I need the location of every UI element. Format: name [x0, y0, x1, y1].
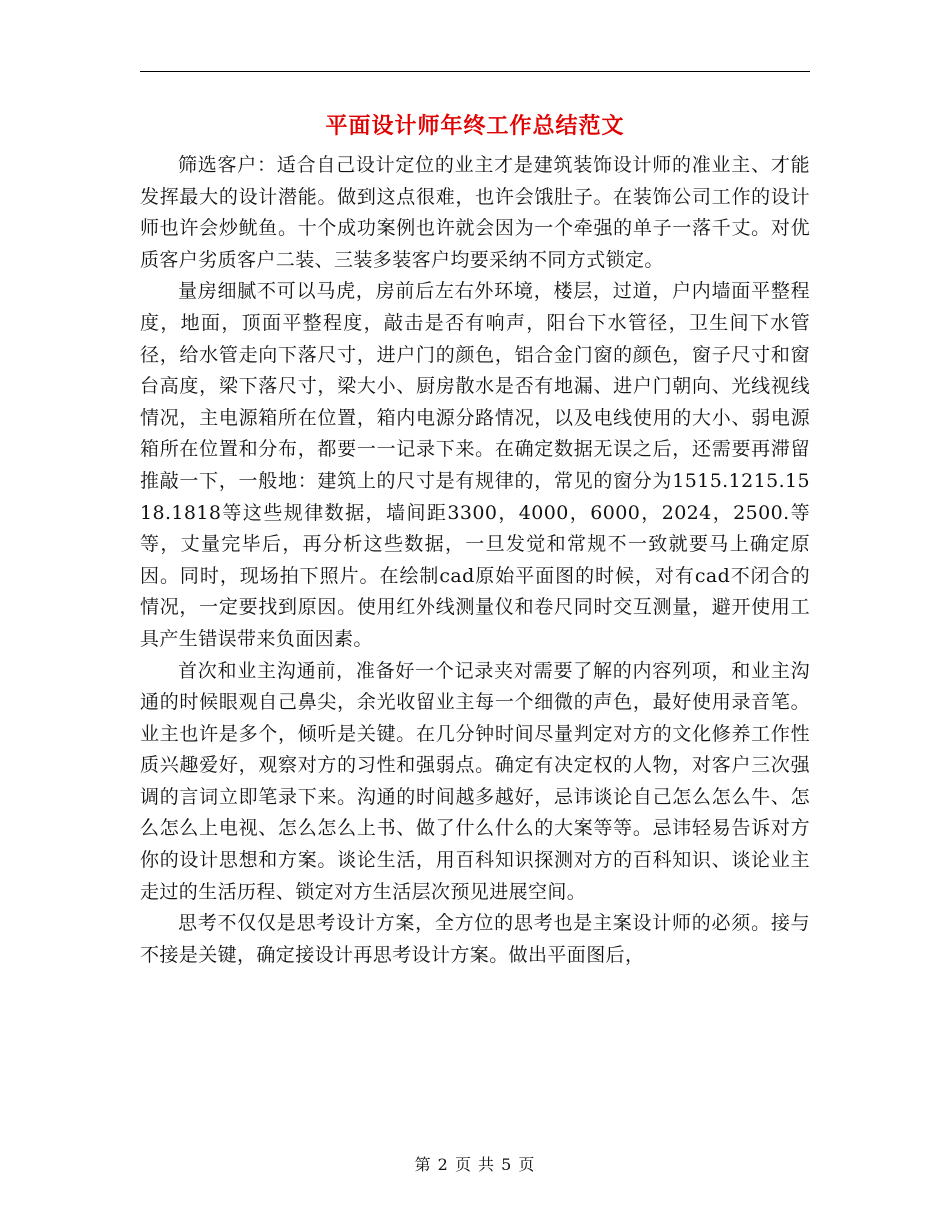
document-body	[140, 150, 810, 971]
header-rule	[140, 71, 810, 72]
page-number-footer: 第 2 页 共 5 页	[414, 1155, 536, 1174]
paragraph-screening-clients: 筛选客户：适合自己设计定位的业主才是建筑装饰设计师的准业主、才能发挥最大的设计潜能。做到这点很难，也许会饿肚子。在装饰公司工作的设计师也许会炒鱿鱼。十个成功案例也许就会因为一个牵强的单子一落千丈。对优质客户劣质客户二装、三装多装客户均要采纳不同方式锁定。	[140, 154, 810, 271]
document-title: 平面设计师年终工作总结范文	[325, 113, 625, 139]
paragraph-thinking: 思考不仅仅是思考设计方案，全方位的思考也是主案设计师的必须。接与不接是关键，确定接设计再思考设计方案。做出平面图后，	[140, 912, 810, 966]
paragraph-measuring-house: 量房细腻不可以马虎，房前后左右外环境，楼层，过道，户内墙面平整程度，地面，顶面平整程度，敲击是否有响声，阳台下水管径，卫生间下水管径，给水管走向下落尺寸，进户门的颜色，铝合金门窗的颜色，窗子尺寸和窗台高度，梁下落尺寸，梁大小、厨房散水是否有地漏、进户门朝向、光线视线情况，主电源箱所在位置，箱内电源分路情况，以及电线使用的大小、弱电源箱所在位置和分布，都要一一记录下来。在确定数据无误之后，还需要再滞留推敲一下，一般地：建筑上的尺寸是有规律的，常见的窗分为1515.1215.1518.1818等这些规律数据，墙间距3300，4000，6000，2024，2500.等等，丈量完毕后，再分析这些数据，一旦发觉和常规不一致就要马上确定原因。同时，现场拍下照片。在绘制cad原始平面图的时候，对有cad不闭合的情况，一定要找到原因。使用红外线测量仪和卷尺同时交互测量，避开使用工具产生错误带来负面因素。	[140, 280, 810, 650]
paragraph-client-communication: 首次和业主沟通前，准备好一个记录夹对需要了解的内容列项，和业主沟通的时候眼观自己鼻尖，余光收留业主每一个细微的声色，最好使用录音笔。业主也许是多个，倾听是关键。在几分钟时间尽量判定对方的文化修养工作性质兴趣爱好，观察对方的习性和强弱点。确定有决定权的人物，对客户三次强调的言词立即笔录下来。沟通的时间越多越好，忌讳谈论自己怎么怎么牛、怎么怎么上电视、怎么怎么上书、做了什么什么的大案等等。忌讳轻易告诉对方你的设计思想和方案。谈论生活，用百科知识探测对方的百科知识、谈论业主走过的生活历程、锁定对方生活层次预见进展空间。	[140, 659, 810, 903]
